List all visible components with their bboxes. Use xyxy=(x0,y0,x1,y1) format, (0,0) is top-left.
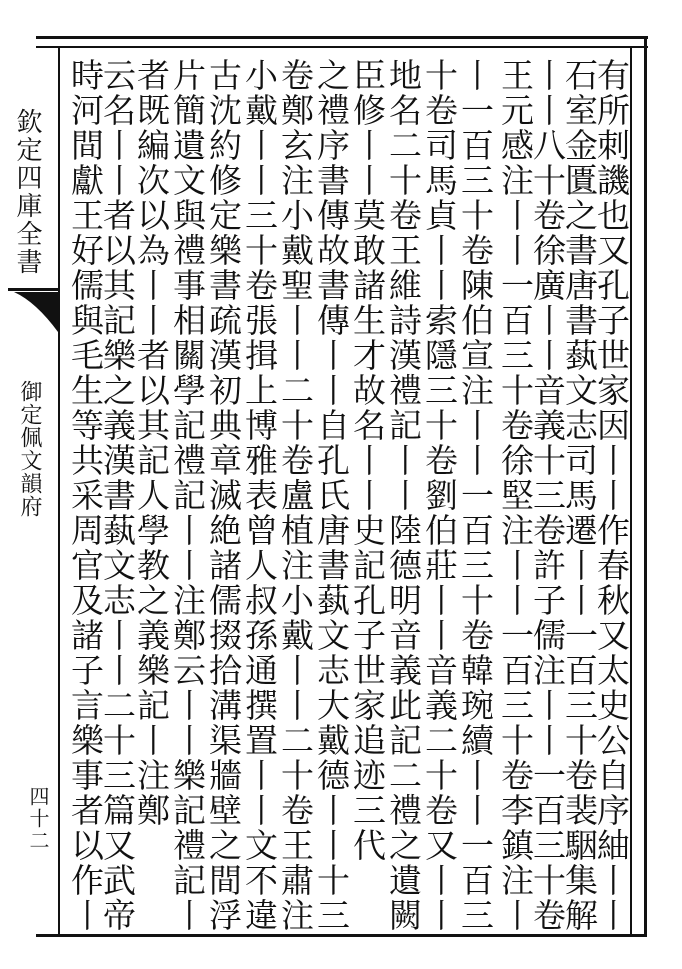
margin-rule xyxy=(58,46,60,934)
book-title: 御定佩文韻府 xyxy=(17,380,42,518)
frame-inner-top-rule xyxy=(36,46,648,48)
text-column: 十卷司馬貞丨丨索隱三十卷劉伯莊丨丨音義二十卷又丨丨 xyxy=(420,58,459,933)
text-column: 時河間獻王好儒與毛生等共采周官及諸子言樂事者以作丨 xyxy=(66,58,105,933)
text-column: 丨一百三十卷陳伯宣注丨丨一百三十卷韓琬續丨丨一百三 xyxy=(456,58,495,933)
margin-divider xyxy=(8,288,58,291)
text-column: 卷鄭玄注小戴聖丨丨二十卷盧植注小戴丨丨二十卷王肅注 xyxy=(276,58,315,933)
collection-title: 欽定四庫全書 xyxy=(12,108,42,276)
text-column: 之禮序書傳故書傳丨丨自孔氏唐書蓺文志大戴德丨丨十三 xyxy=(312,58,351,933)
page-number: 四十二 xyxy=(26,786,50,852)
text-column: 云名丨丨者以其記樂之義漢書蓺文志丨丨二十三篇又武帝 xyxy=(98,58,137,933)
text-column: 小戴丨丨三十卷張揖上博雅表曾人叔孫通撰置丨丨文不違 xyxy=(240,58,279,933)
frame-bottom-rule xyxy=(36,934,647,937)
text-column: 片簡遺文與禮事相關學記禮記丨丨注鄭云丨丨樂記禮記丨 xyxy=(168,58,207,933)
text-column: 古沈約修定樂書疏漢初典章滅絶諸儒掇拾溝渠牆壁之間浮 xyxy=(204,58,243,933)
text-column: 臣修丨丨莫敢諸生才故名丨丨史記孔子世家追迹三代 xyxy=(348,58,387,863)
fish-tail-mark-icon xyxy=(14,292,58,332)
text-column: 丨丨八十卷徐廣丨丨音義十三卷許子儒注丨丨一百三十卷 xyxy=(528,58,567,933)
page-margin xyxy=(0,46,58,934)
text-column: 者既編次以為丨丨者以其記人學教之義樂記丨注鄭 xyxy=(132,58,171,828)
text-column: 地名二十卷王維詩漢禮記丨丨陸德明音義此記二禮之遺闕 xyxy=(384,58,423,933)
text-column: 王元感注丨丨一百三十卷徐堅注丨丨一百三十卷李鎮注丨 xyxy=(496,58,535,933)
frame-top-rule xyxy=(36,36,648,39)
text-column: 有所刺譏也又孔子世家因丨丨作春秋又太史公自序紬丨丨 xyxy=(592,58,631,933)
frame-right-rule xyxy=(644,36,647,936)
text-column: 石室金匱之書唐書蓺文志司馬遷丨丨一百三十卷裴駰集解 xyxy=(560,58,599,933)
